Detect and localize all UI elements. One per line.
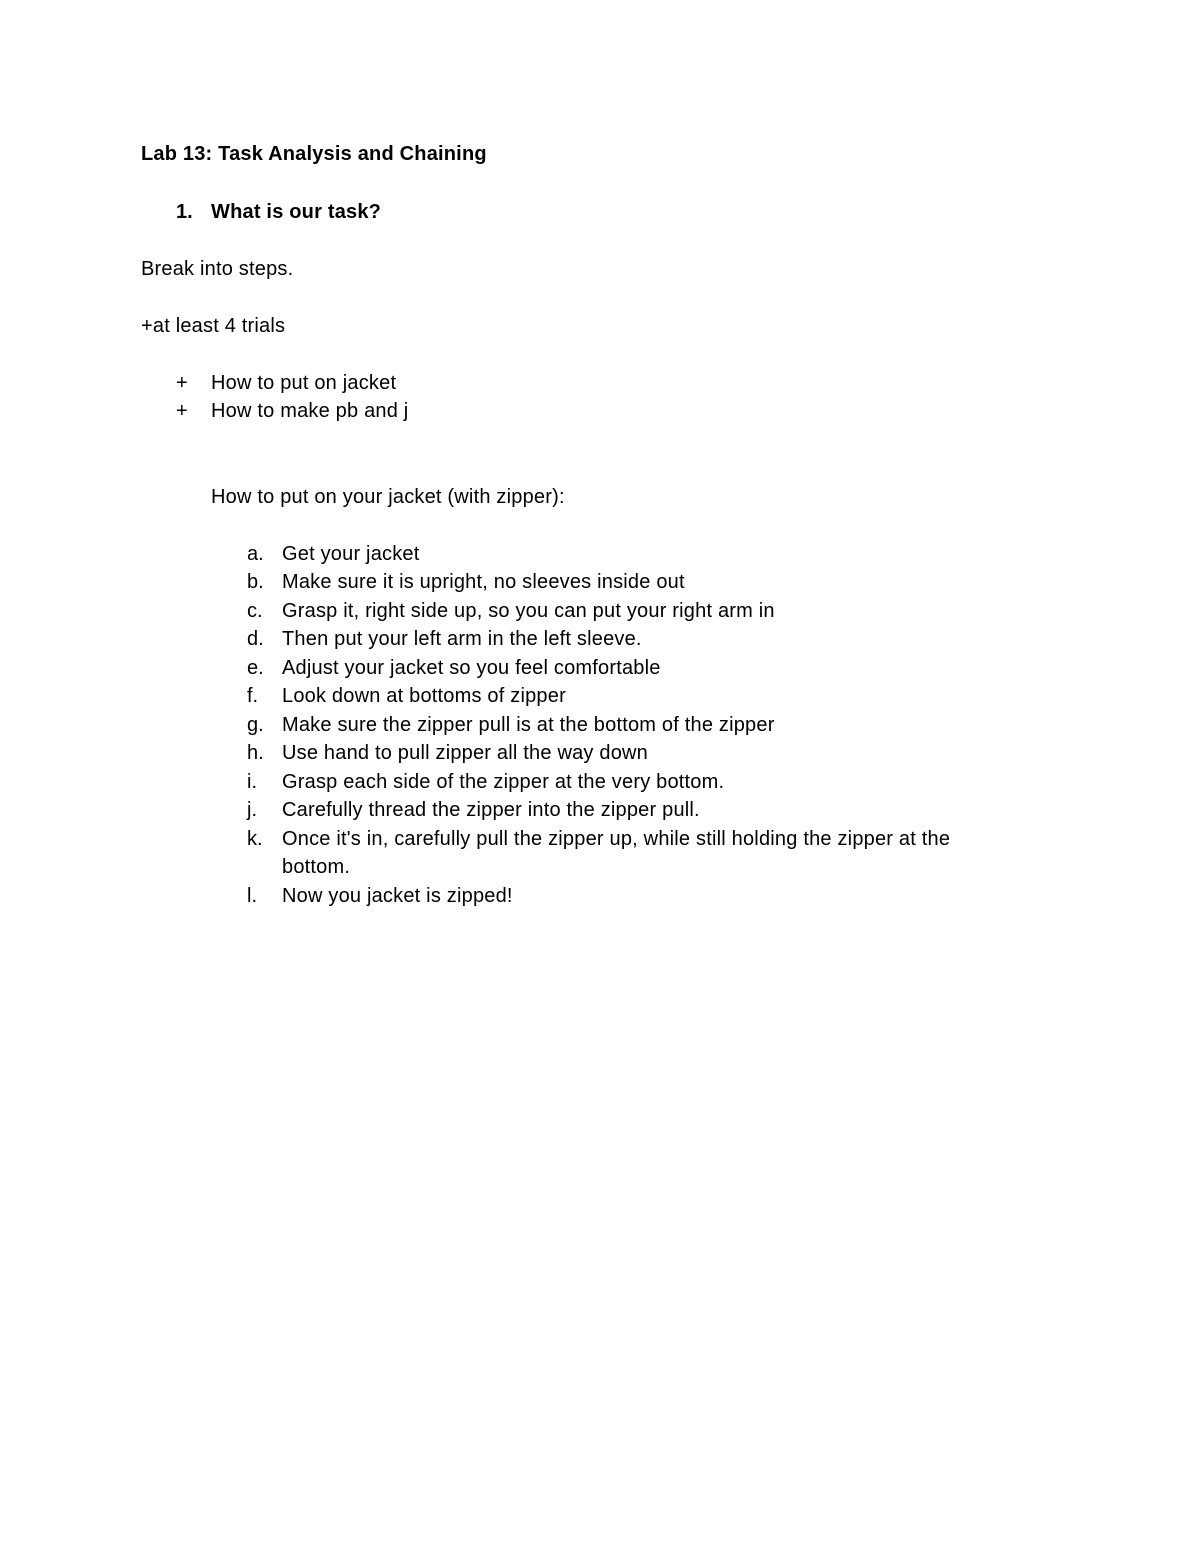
step-text: Make sure it is upright, no sleeves inside out [282,571,685,593]
step-marker: d. [247,628,264,650]
plus-list-item: How to put on jacket [211,372,397,394]
step-text: Look down at bottoms of zipper [282,685,566,707]
plus-list-marker: + [176,400,188,422]
step-text: Grasp it, right side up, so you can put your right arm in [282,600,775,622]
step-text: Grasp each side of the zipper at the very bottom. [282,771,725,793]
trials-text: +at least 4 trials [141,315,286,337]
document-title: Lab 13: Task Analysis and Chaining [141,143,487,165]
plus-list-marker: + [176,372,188,394]
step-text-continuation: bottom. [282,856,351,878]
step-marker: j. [247,799,257,821]
subheading: How to put on your jacket (with zipper): [211,486,565,508]
step-marker: i. [247,771,257,793]
step-marker: g. [247,714,264,736]
step-text: Get your jacket [282,543,420,565]
step-text: Use hand to pull zipper all the way down [282,742,648,764]
step-marker: h. [247,742,264,764]
step-marker: f. [247,685,259,707]
step-marker: l. [247,885,257,907]
step-text: Once it's in, carefully pull the zipper up, while still holding the zipper at the [282,828,951,850]
step-marker: k. [247,828,263,850]
step-text: Then put your left arm in the left sleeve. [282,628,642,650]
step-text: Adjust your jacket so you feel comfortable [282,657,661,679]
question-number: 1. [176,201,193,223]
break-into-steps-text: Break into steps. [141,258,294,280]
step-marker: c. [247,600,263,622]
step-text: Now you jacket is zipped! [282,885,513,907]
step-marker: a. [247,543,264,565]
step-marker: e. [247,657,264,679]
step-marker: b. [247,571,264,593]
step-text: Make sure the zipper pull is at the bottom of the zipper [282,714,775,736]
step-text: Carefully thread the zipper into the zipper pull. [282,799,700,821]
question-heading: What is our task? [211,201,382,223]
plus-list-item: How to make pb and j [211,400,409,422]
